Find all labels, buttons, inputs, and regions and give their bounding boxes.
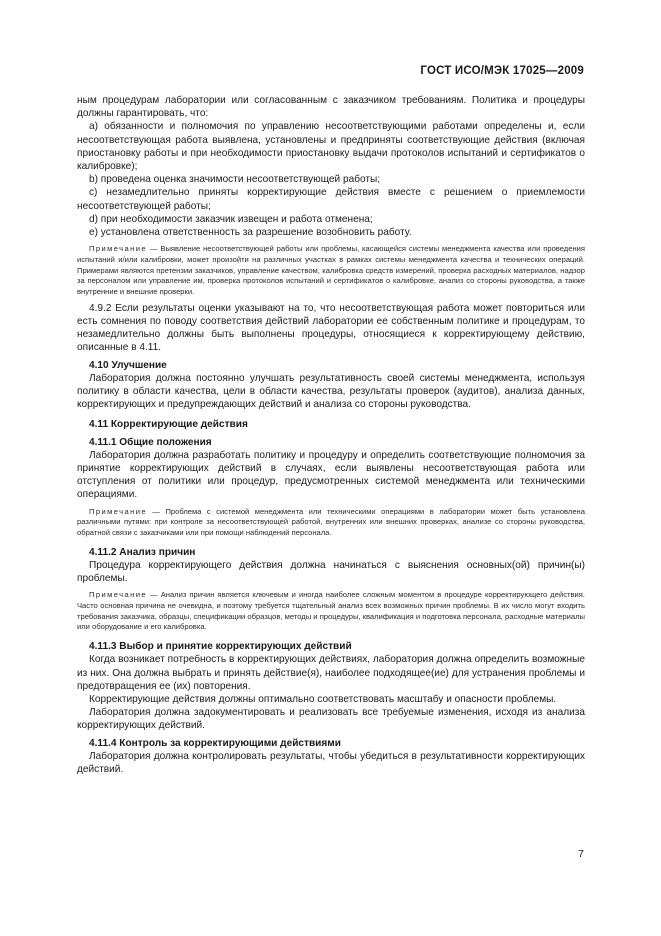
page-body [77,94,585,776]
page-number: 7 [578,848,584,860]
note-text: — Проблема с системой менеджмента или техническими операциями в лаборатории может быть установлена различными путями: при контроле за несоответствующей работой, внутренних или внешних проверках, анализе со стороны руководства, обратной связи с заказчиками или при помощи наблюдений персонала. [77,506,585,537]
list-item-e: e) установлена ответственность за разрешение возобновить работу. [89,227,412,239]
note-label: Примечание [89,506,147,516]
heading-4-11: 4.11 Корректирующие действия [89,419,248,431]
paragraph-continuation: ным процедурам лаборатории или согласованным с заказчиком требованиям. Политика и процедуры должны гарантировать, что: [77,95,585,120]
list-item-b: b) проведена оценка значимости несоответствующей работы; [89,174,381,186]
list-item-c: c) незамедлительно приняты корректирующие действия вместе с решением о приемлемости несоответствующей работы; [77,187,585,212]
paragraph-4-11-3-c: Лаборатория должна задокументировать и реализовать все требуемые изменения, исходя из анализа корректирующих действий. [77,707,585,732]
note-text: — Анализ причин является ключевым и иногда наиболее сложным моментом в процедуре корректирующего действия. Часто основная причина не очевидна, и поэтому требуется тщательный анализ всех возможных причин проблемы. В их число могут входить требования заказчика, образцы, спецификации образцов, методы и процедуры, квалификация и подготовка персонала, расходные материалы или оборудование и его калибровка. [77,590,585,632]
paragraph-4-11-3-b: Корректирующие действия должны оптимально соответствовать масштабу и опасности проблемы. [89,693,557,705]
paragraph-4-11-1: Лаборатория должна разработать политику и процедуру и определить соответствующие полномочия за принятие корректирующих действий в случаях, если выявлены несоответствующая работа или отступления от политики или процедур, предусмотренных системой менеджмента или техническими операциями. [77,449,585,501]
paragraph-4-9-2: 4.9.2 Если результаты оценки указывают на то, что несоответствующая работа может повториться или есть сомнения по поводу соответствия действий лаборатории ее собственным политике и процедурам, то незамедлительно должны быть выполнены процедуры, относящиеся к корректирующему действию, описанные в 4.11. [77,302,585,354]
paragraph-4-11-3-a: Когда возникает потребность в корректирующих действиях, лаборатория должна определить возможные из них. Она должна выбрать и принять действие(я), наиболее подходящее(ие) для устранения проблемы и предотвращения ее (их) повторения. [77,654,585,692]
page-header-title: ГОСТ ИСО/МЭК 17025—2009 [420,65,584,77]
heading-4-11-4: 4.11.4 Контроль за корректирующими действиями [89,737,341,749]
note-2 [77,507,585,539]
paragraph-4-11-4: Лаборатория должна контролировать результаты, чтобы убедиться в результативности корректирующих действий. [77,750,585,775]
paragraph-4-10: Лаборатория должна постоянно улучшать результативность своей системы менеджмента, используя политику в области качества, цели в области качества, результаты проверок (аудитов), анализа данных, корректирующих и предупреждающих действий и анализа со стороны руководства. [77,372,585,411]
note-label: Примечание [89,244,147,254]
note-3 [77,590,585,633]
list-item-d: d) при необходимости заказчик извещен и работа отменена; [89,213,373,225]
heading-4-11-1: 4.11.1 Общие положения [89,436,212,448]
heading-4-11-2: 4.11.2 Анализ причин [89,546,196,558]
list-item-a: a) обязанности и полномочия по управлению несоответствующими работами определены и, если несоответствующая работа выявлена, установлены и предприняты соответствующие действия (включая приостановку работы и при необходимости приостановку выдачи протоколов испытаний и сертификатов о калибровке); [77,121,585,173]
note-label: Примечание [89,590,147,600]
heading-4-10: 4.10 Улучшение [89,359,167,371]
note-1 [77,244,585,298]
paragraph-4-11-2: Процедура корректирующего действия должна начинаться с выяснения основных(ой) причин(ы) проблемы. [77,559,585,585]
note-text: — Выявление несоответствующей работы или проблемы, касающейся системы менеджмента качества или проведения испытаний и/или калибровки, может произойти на различных участках в рамках системы менеджмента качества и технических операций. Примерами являются претензии заказчиков, управление качеством, калибровка средств измерений, проверка расходных материалов, надзор за персоналом или управление им, проверка протоколов испытаний и сертификатов о калибровке, анализ со стороны руководства, а также внутренние и внешние проверки. [77,244,585,297]
heading-4-11-3: 4.11.3 Выбор и принятие корректирующих действий [89,641,352,653]
